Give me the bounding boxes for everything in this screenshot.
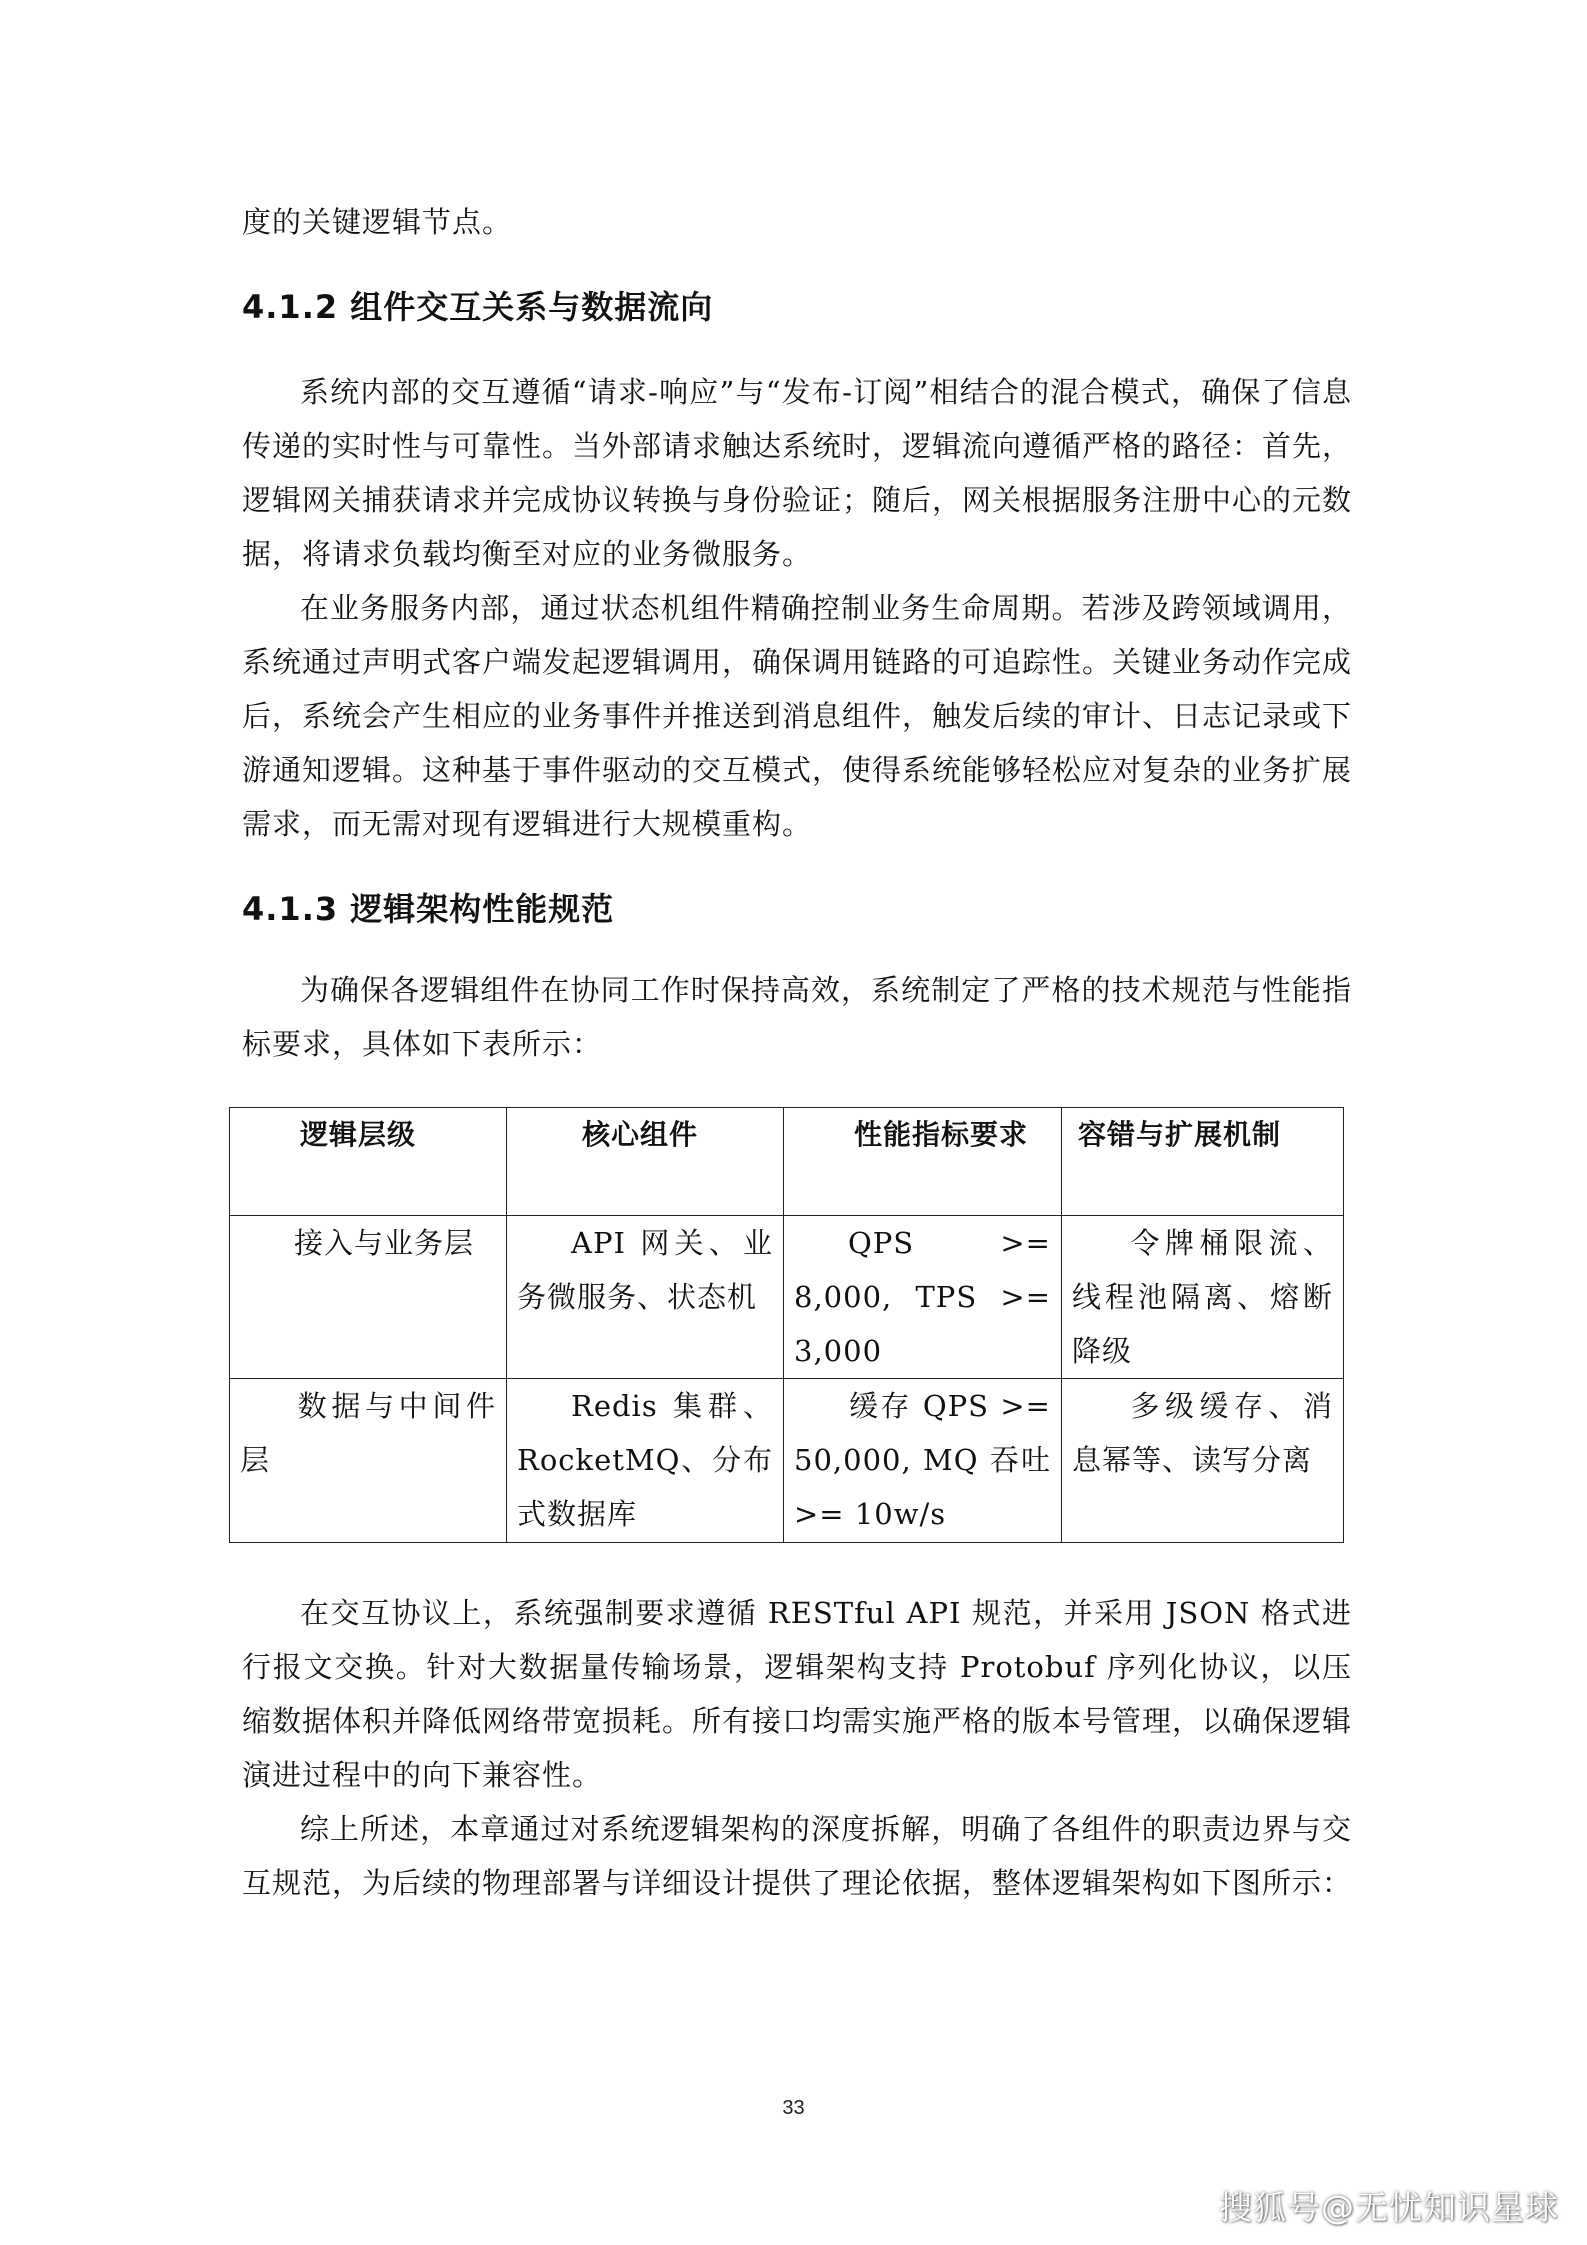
section-heading-4-1-3: 4.1.3 逻辑架构性能规范 (242, 890, 615, 928)
table-cell (1062, 1379, 1344, 1543)
table-header-text: 容错与扩展机制 (1078, 1118, 1282, 1151)
table-header-cell: 逻辑层级 (230, 1108, 507, 1216)
table-header-cell: 性能指标要求 (784, 1108, 1062, 1216)
table-cell-text: 数据与中间件层 (240, 1389, 496, 1477)
paragraph: 在业务服务内部，通过状态机组件精确控制业务生命周期。若涉及跨领域调用，系统通过声明式客户端发起逻辑调用，确保调用链路的可追踪性。关键业务动作完成后，系统会产生相应的业务事件并推送到消息组件，触发后续的审计、日志记录或下游通知逻辑。这种基于事件驱动的交互模式，使得系统能够轻松应对复杂的业务扩展需求，而无需对现有逻辑进行大规模重构。 (242, 591, 1353, 841)
page-number: 33 (782, 2097, 805, 2119)
table-cell (507, 1216, 784, 1379)
table-cell (784, 1379, 1062, 1543)
table-cell-text: Redis 集群、RocketMQ、分布式数据库 (517, 1389, 773, 1531)
table-header-row (230, 1108, 1344, 1216)
table-intro-paragraph: 为确保各逻辑组件在协同工作时保持高效，系统制定了严格的技术规范与性能指标要求，具体如下表所示： (242, 973, 1352, 1061)
table-cell (1062, 1216, 1344, 1379)
table-cell-text: 接入与业务层 (294, 1226, 475, 1260)
table-header-cell: 核心组件 (507, 1108, 784, 1216)
page-content-after-table (242, 1586, 1352, 1910)
page-content (242, 195, 1352, 1071)
section-heading-4-1-2: 4.1.2 组件交互关系与数据流向 (242, 288, 714, 326)
table-cell-text: API 网关、业务微服务、状态机 (517, 1226, 773, 1314)
paragraph: 系统内部的交互遵循“请求-响应”与“发布-订阅”相结合的混合模式，确保了信息传递的实时性与可靠性。当外部请求触达系统时，逻辑流向遵循严格的路径：首先，逻辑网关捕获请求并完成协议转换与身份验证；随后，网关根据服务注册中心的元数据，将请求负载均衡至对应的业务微服务。 (242, 375, 1353, 571)
table-row (230, 1216, 1344, 1379)
paragraph: 在交互协议上，系统强制要求遵循 RESTful API 规范，并采用 JSON 格式进行报文交换。针对大数据量传输场景，逻辑架构支持 Protobuf 序列化协议，以压缩数据体积并降低网络带宽损耗。所有接口均需实施严格的版本号管理，以确保逻辑演进过程中的向下兼容性。 (242, 1596, 1353, 1792)
table-cell-text: 多级缓存、消息幂等、读写分离 (1072, 1389, 1333, 1477)
table-cell-text: 令牌桶限流、线程池隔离、熔断降级 (1072, 1226, 1333, 1368)
table-cell (784, 1216, 1062, 1379)
intro-fragment: 度的关键逻辑节点。 (242, 205, 513, 239)
table-cell-text: QPS >= 8,000, TPS >= 3,000 (794, 1226, 1051, 1368)
table-cell-text: 缓存 QPS >= 50,000, MQ 吞吐 >= 10w/s (794, 1389, 1051, 1531)
table-header-cell (1062, 1108, 1344, 1216)
table-cell (230, 1216, 507, 1379)
table-cell (507, 1379, 784, 1543)
watermark: 搜狐号@无忧知识星球 (1219, 2188, 1559, 2227)
paragraph: 综上所述，本章通过对系统逻辑架构的深度拆解，明确了各组件的职责边界与交互规范，为后续的物理部署与详细设计提供了理论依据，整体逻辑架构如下图所示： (242, 1812, 1353, 1900)
performance-spec-table (229, 1107, 1344, 1543)
table-cell (230, 1379, 507, 1543)
table-row (230, 1379, 1344, 1543)
